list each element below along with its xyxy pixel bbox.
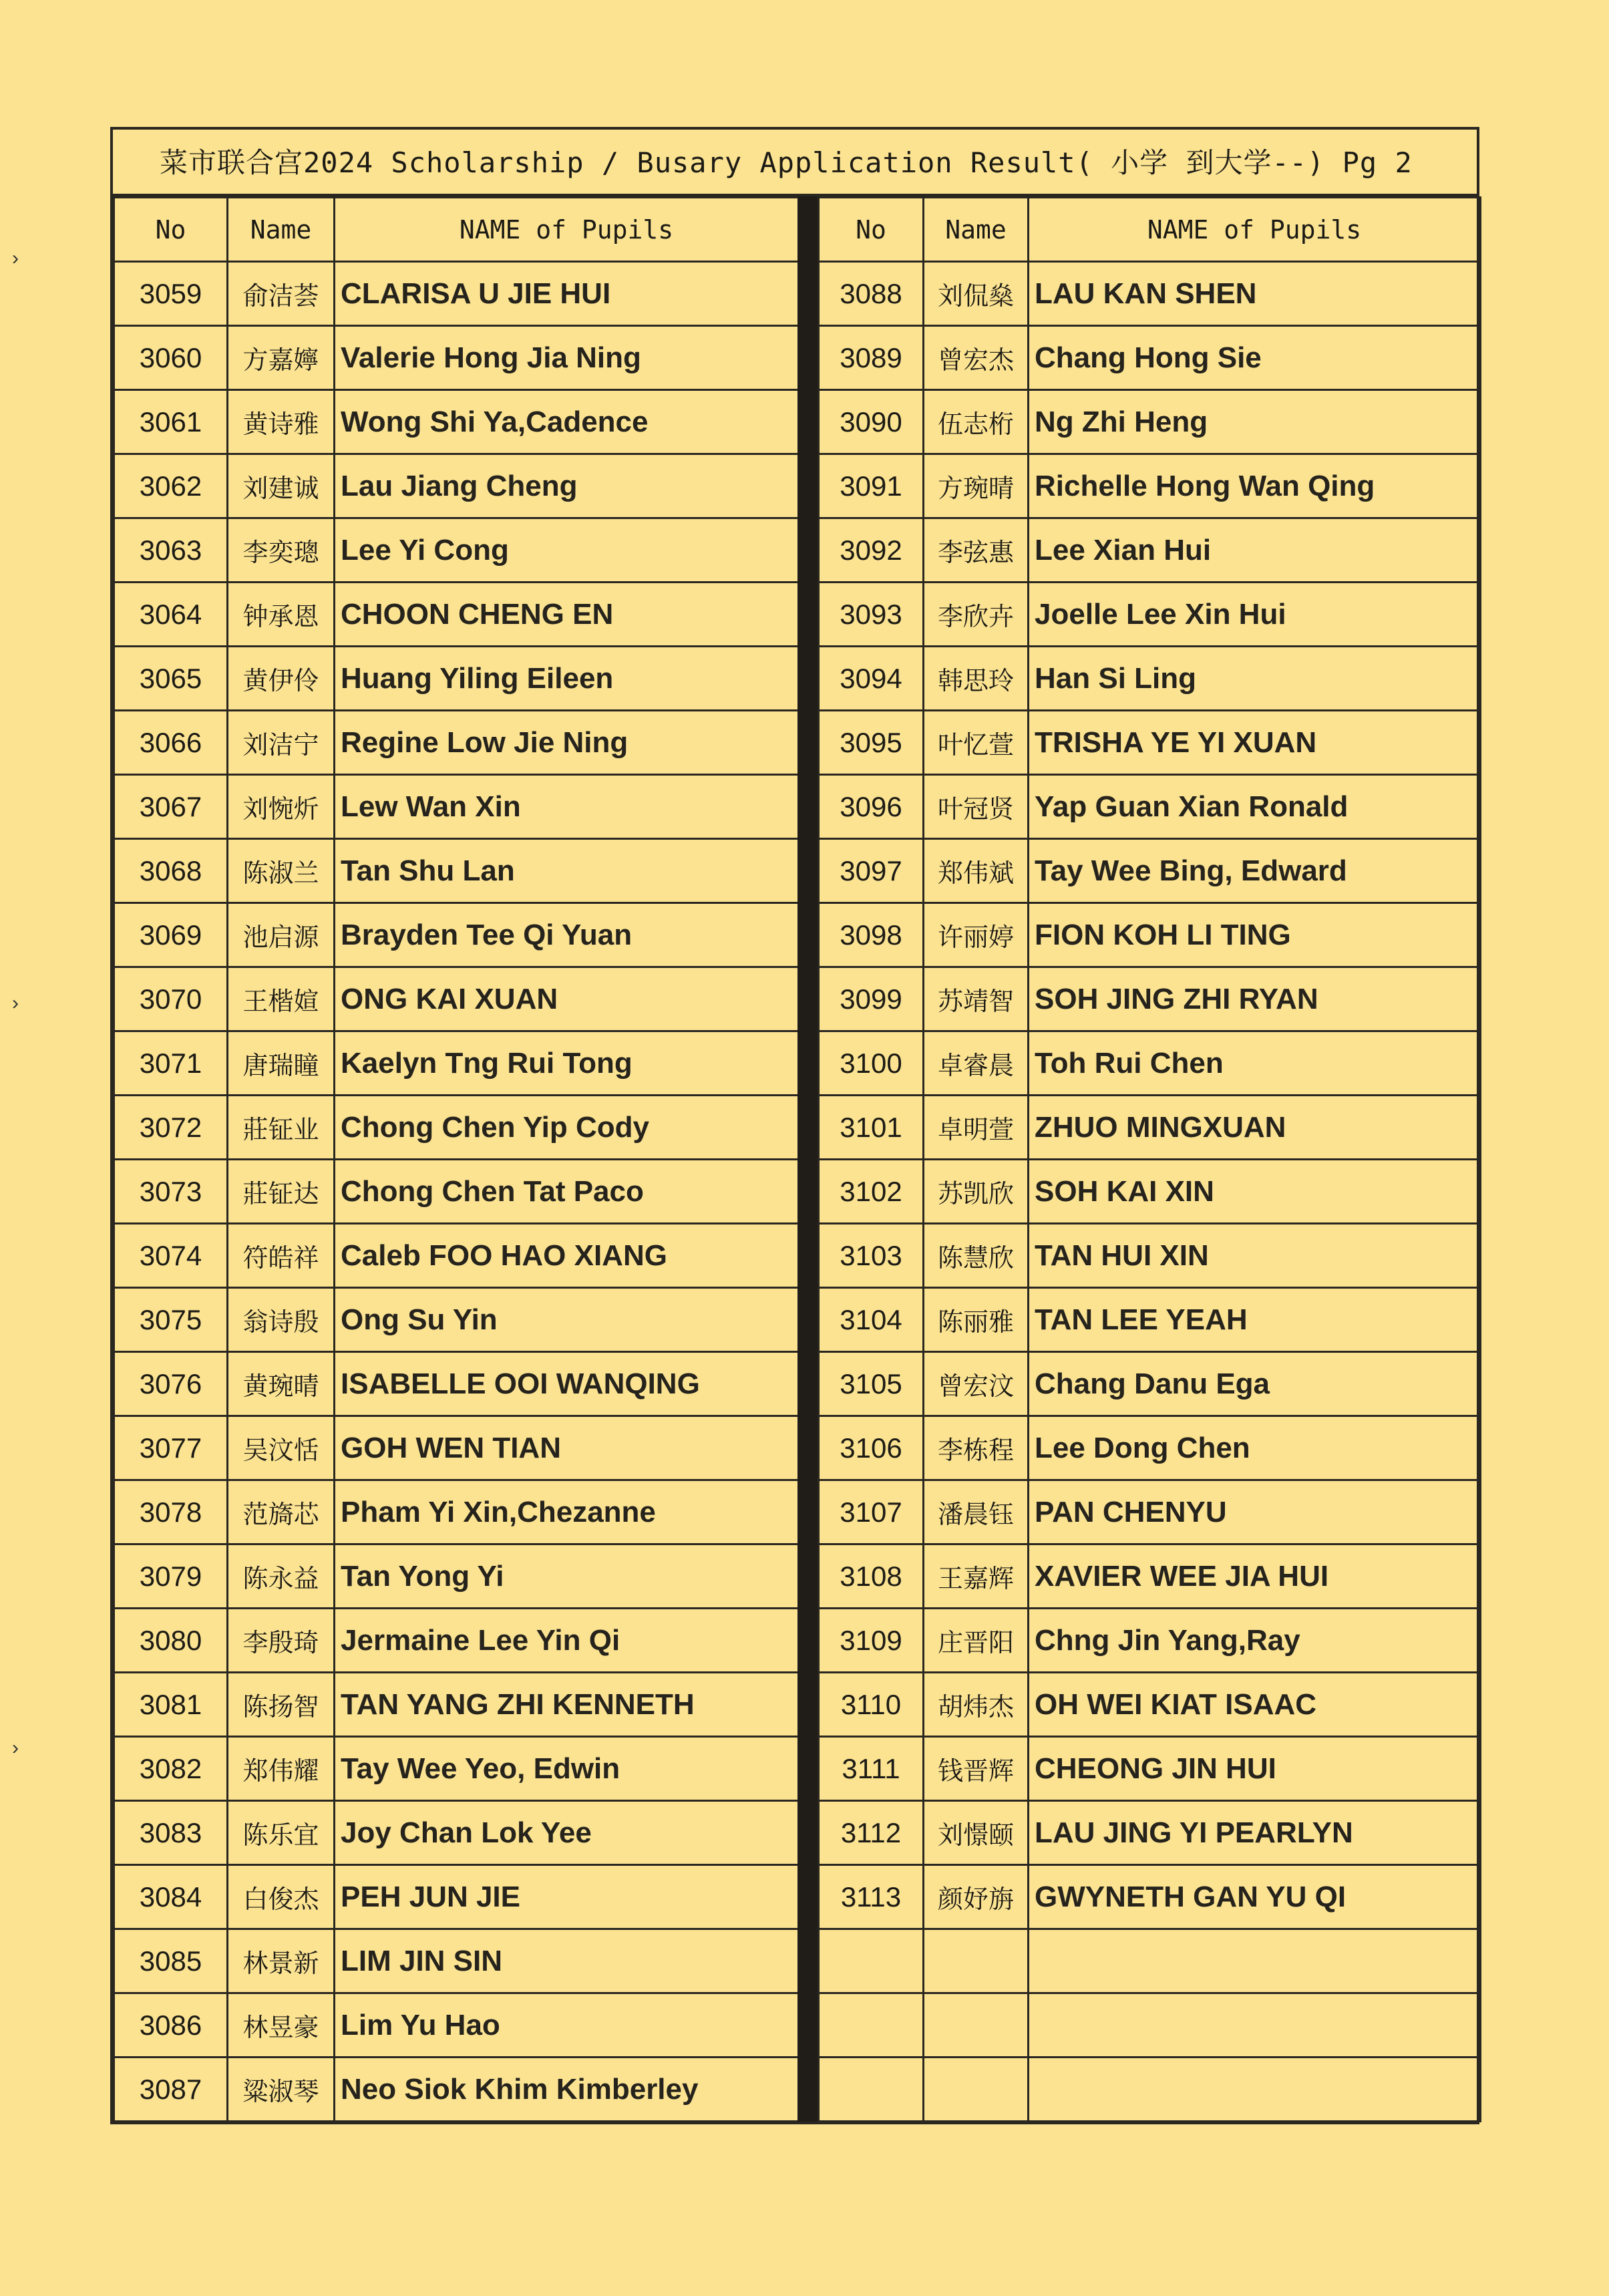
chinese-name (924, 1929, 1029, 1993)
chinese-name: 胡炜杰 (924, 1673, 1029, 1737)
chinese-name: 莊钲达 (228, 1160, 335, 1224)
table-row (114, 1288, 799, 1352)
table-row (114, 1352, 799, 1416)
pupil-number (819, 2058, 924, 2122)
pupil-name: Richelle Hong Wan Qing (1029, 454, 1481, 518)
pupil-number (819, 1929, 924, 1993)
pupil-name: Chang Hong Sie (1029, 326, 1481, 390)
pupil-name: Toh Rui Chen (1029, 1031, 1481, 1096)
pupil-number: 3064 (114, 583, 228, 647)
table-row (819, 390, 1481, 454)
pupil-number: 3103 (819, 1224, 924, 1288)
table-row (114, 390, 799, 454)
pupil-number: 3094 (819, 647, 924, 711)
pupil-name: Huang Yiling Eileen (335, 647, 799, 711)
pupil-number: 3102 (819, 1160, 924, 1224)
pupil-number: 3078 (114, 1480, 228, 1544)
chinese-name: 潘晨钰 (924, 1480, 1029, 1544)
pupil-number: 3065 (114, 647, 228, 711)
pupil-number: 3099 (819, 967, 924, 1031)
pupil-number: 3089 (819, 326, 924, 390)
table-row (114, 967, 799, 1031)
table-row (114, 1737, 799, 1801)
table-row (114, 2058, 799, 2122)
chinese-name: 刘建诚 (228, 454, 335, 518)
margin-mark: › (12, 247, 19, 269)
pupil-number: 3082 (114, 1737, 228, 1801)
pupil-name: ISABELLE OOI WANQING (335, 1352, 799, 1416)
pupil-number: 3093 (819, 583, 924, 647)
table-row (819, 1673, 1481, 1737)
table-row (819, 1609, 1481, 1673)
table-row (819, 1929, 1481, 1993)
chinese-name: 李殷琦 (228, 1609, 335, 1673)
table-row (819, 647, 1481, 711)
pupil-number: 3071 (114, 1031, 228, 1096)
table-row (114, 775, 799, 839)
pupil-number: 3070 (114, 967, 228, 1031)
pupil-name: Chong Chen Yip Cody (335, 1096, 799, 1160)
table-row (819, 1801, 1481, 1865)
chinese-name: 王楷媗 (228, 967, 335, 1031)
pupil-name: Regine Low Jie Ning (335, 711, 799, 775)
pupil-number: 3081 (114, 1673, 228, 1737)
pupil-name: Tay Wee Bing, Edward (1029, 839, 1481, 903)
pupil-number: 3086 (114, 1993, 228, 2058)
table-row (114, 1609, 799, 1673)
chinese-name (924, 2058, 1029, 2122)
pupil-number: 3074 (114, 1224, 228, 1288)
table-row (819, 839, 1481, 903)
chinese-name: 白俊杰 (228, 1865, 335, 1929)
chinese-name: 刘惋炘 (228, 775, 335, 839)
table-row (114, 1929, 799, 1993)
pupil-name: Tay Wee Yeo, Edwin (335, 1737, 799, 1801)
pupil-number: 3113 (819, 1865, 924, 1929)
pupil-number: 3080 (114, 1609, 228, 1673)
table-row (114, 454, 799, 518)
pupil-number: 3072 (114, 1096, 228, 1160)
chinese-name: 苏凯欣 (924, 1160, 1029, 1224)
pupil-name: Chang Danu Ega (1029, 1352, 1481, 1416)
pupil-number: 3097 (819, 839, 924, 903)
table-row (114, 262, 799, 326)
pupil-number: 3091 (819, 454, 924, 518)
pupil-name: SOH KAI XIN (1029, 1160, 1481, 1224)
col-header-pupil-name: NAME of Pupils (1029, 198, 1481, 262)
chinese-name: 韩思玲 (924, 647, 1029, 711)
pupil-number: 3079 (114, 1544, 228, 1609)
pupil-name: CHEONG JIN HUI (1029, 1737, 1481, 1801)
pupil-number (819, 1993, 924, 2058)
chinese-name: 范旖芯 (228, 1480, 335, 1544)
pupil-number: 3077 (114, 1416, 228, 1480)
pupil-name: Ong Su Yin (335, 1288, 799, 1352)
header-row (819, 198, 1481, 262)
pupil-number: 3095 (819, 711, 924, 775)
pupil-number: 3085 (114, 1929, 228, 1993)
pupil-name: Brayden Tee Qi Yuan (335, 903, 799, 967)
pupil-name: Yap Guan Xian Ronald (1029, 775, 1481, 839)
table-row (819, 1160, 1481, 1224)
chinese-name: 许丽婷 (924, 903, 1029, 967)
chinese-name: 陈永益 (228, 1544, 335, 1609)
table-row (819, 518, 1481, 583)
pupil-name: OH WEI KIAT ISAAC (1029, 1673, 1481, 1737)
pupil-name: Chong Chen Tat Paco (335, 1160, 799, 1224)
chinese-name: 颜妤旃 (924, 1865, 1029, 1929)
chinese-name: 翁诗殷 (228, 1288, 335, 1352)
col-header-name: Name (924, 198, 1029, 262)
pupil-name: Pham Yi Xin,Chezanne (335, 1480, 799, 1544)
table-row (114, 326, 799, 390)
table-row (819, 1352, 1481, 1416)
pupil-number: 3090 (819, 390, 924, 454)
col-header-pupil-name: NAME of Pupils (335, 198, 799, 262)
pupil-number: 3076 (114, 1352, 228, 1416)
pupil-name: Chng Jin Yang,Ray (1029, 1609, 1481, 1673)
chinese-name: 苏靖智 (924, 967, 1029, 1031)
col-header-no: No (114, 198, 228, 262)
pupil-name: TAN HUI XIN (1029, 1224, 1481, 1288)
pupil-name: LIM JIN SIN (335, 1929, 799, 1993)
pupil-number: 3069 (114, 903, 228, 967)
table-row (819, 967, 1481, 1031)
pupil-name: Caleb FOO HAO XIANG (335, 1224, 799, 1288)
chinese-name: 符皓祥 (228, 1224, 335, 1288)
pupil-name: Lee Yi Cong (335, 518, 799, 583)
pupil-name: Tan Yong Yi (335, 1544, 799, 1609)
pupil-name: Neo Siok Khim Kimberley (335, 2058, 799, 2122)
pupil-number: 3111 (819, 1737, 924, 1801)
table-row (819, 1993, 1481, 2058)
table-row (819, 1544, 1481, 1609)
pupil-name (1029, 1993, 1481, 2058)
table-row (819, 262, 1481, 326)
col-header-name: Name (228, 198, 335, 262)
table-row (114, 1544, 799, 1609)
pupil-name (1029, 2058, 1481, 2122)
right-table-body (819, 262, 1481, 2122)
pupil-name: Joy Chan Lok Yee (335, 1801, 799, 1865)
pupil-name: Lau Jiang Cheng (335, 454, 799, 518)
table-row (819, 1416, 1481, 1480)
pupil-name (1029, 1929, 1481, 1993)
table-row (114, 1801, 799, 1865)
pupil-number: 3108 (819, 1544, 924, 1609)
table-row (819, 1031, 1481, 1096)
pupil-number: 3109 (819, 1609, 924, 1673)
pupil-number: 3066 (114, 711, 228, 775)
pupil-number: 3098 (819, 903, 924, 967)
chinese-name: 庄晋阳 (924, 1609, 1029, 1673)
table-row (114, 839, 799, 903)
chinese-name: 卓明萱 (924, 1096, 1029, 1160)
table-row (114, 1480, 799, 1544)
pupil-name: LAU JING YI PEARLYN (1029, 1801, 1481, 1865)
pupil-name: ONG KAI XUAN (335, 967, 799, 1031)
pupil-name: CHOON CHENG EN (335, 583, 799, 647)
pupil-number: 3104 (819, 1288, 924, 1352)
results-sheet (110, 127, 1479, 2124)
chinese-name: 池启源 (228, 903, 335, 967)
table-row (114, 518, 799, 583)
pupil-number: 3096 (819, 775, 924, 839)
pupil-name: SOH JING ZHI RYAN (1029, 967, 1481, 1031)
chinese-name: 叶冠贤 (924, 775, 1029, 839)
table-row (114, 1160, 799, 1224)
pupil-number: 3106 (819, 1416, 924, 1480)
pupil-number: 3105 (819, 1352, 924, 1416)
table-row (819, 775, 1481, 839)
pupil-name: Wong Shi Ya,Cadence (335, 390, 799, 454)
pupil-name: TAN YANG ZHI KENNETH (335, 1673, 799, 1737)
left-table-panel (113, 196, 797, 2122)
table-row (819, 1737, 1481, 1801)
table-row (819, 583, 1481, 647)
col-header-no: No (819, 198, 924, 262)
pupil-name: Ng Zhi Heng (1029, 390, 1481, 454)
pupil-number: 3087 (114, 2058, 228, 2122)
pupil-number: 3107 (819, 1480, 924, 1544)
table-row (819, 1865, 1481, 1929)
pupil-number: 3060 (114, 326, 228, 390)
chinese-name: 郑伟耀 (228, 1737, 335, 1801)
chinese-name: 郑伟斌 (924, 839, 1029, 903)
pupil-number: 3067 (114, 775, 228, 839)
pupil-name: TRISHA YE YI XUAN (1029, 711, 1481, 775)
table-row (819, 454, 1481, 518)
table-row (114, 1416, 799, 1480)
chinese-name: 曾宏汶 (924, 1352, 1029, 1416)
chinese-name: 王嘉辉 (924, 1544, 1029, 1609)
chinese-name: 李奕璁 (228, 518, 335, 583)
pupil-name: CLARISA U JIE HUI (335, 262, 799, 326)
chinese-name: 卓睿晨 (924, 1031, 1029, 1096)
pupil-name: Lew Wan Xin (335, 775, 799, 839)
table-row (819, 1480, 1481, 1544)
chinese-name: 李栋程 (924, 1416, 1029, 1480)
left-table-body (114, 262, 799, 2122)
chinese-name: 林景新 (228, 1929, 335, 1993)
chinese-name: 陈慧欣 (924, 1224, 1029, 1288)
chinese-name: 李欣卉 (924, 583, 1029, 647)
pupil-number: 3084 (114, 1865, 228, 1929)
margin-mark: › (12, 1737, 19, 1759)
pupil-number: 3100 (819, 1031, 924, 1096)
table-row (114, 583, 799, 647)
pupil-number: 3073 (114, 1160, 228, 1224)
pupil-name: Lee Dong Chen (1029, 1416, 1481, 1480)
pupil-name: LAU KAN SHEN (1029, 262, 1481, 326)
pupil-name: Jermaine Lee Yin Qi (335, 1609, 799, 1673)
header-row (114, 198, 799, 262)
chinese-name: 莊钲业 (228, 1096, 335, 1160)
table-row (114, 1031, 799, 1096)
chinese-name: 伍志桁 (924, 390, 1029, 454)
chinese-name: 钱晋辉 (924, 1737, 1029, 1801)
chinese-name: 钟承恩 (228, 583, 335, 647)
pupil-number: 3112 (819, 1801, 924, 1865)
pupil-number: 3075 (114, 1288, 228, 1352)
pupil-number: 3083 (114, 1801, 228, 1865)
table-row (819, 1096, 1481, 1160)
table-row (819, 326, 1481, 390)
chinese-name: 粱淑琴 (228, 2058, 335, 2122)
chinese-name: 陈扬智 (228, 1673, 335, 1737)
table-row (114, 1096, 799, 1160)
pupil-name: ZHUO MINGXUAN (1029, 1096, 1481, 1160)
pupil-number: 3062 (114, 454, 228, 518)
table-row (114, 1865, 799, 1929)
table-row (819, 903, 1481, 967)
pupil-name: Lee Xian Hui (1029, 518, 1481, 583)
pupil-name: PEH JUN JIE (335, 1865, 799, 1929)
chinese-name: 李弦惠 (924, 518, 1029, 583)
chinese-name: 方琬晴 (924, 454, 1029, 518)
pupil-number: 3061 (114, 390, 228, 454)
pupil-name: GOH WEN TIAN (335, 1416, 799, 1480)
table-row (819, 1288, 1481, 1352)
pupil-number: 3068 (114, 839, 228, 903)
column-divider (797, 196, 818, 2122)
table-row (819, 1224, 1481, 1288)
chinese-name: 陈乐宜 (228, 1801, 335, 1865)
chinese-name: 黄琬晴 (228, 1352, 335, 1416)
pupil-name: Lim Yu Hao (335, 1993, 799, 2058)
table-row (114, 1224, 799, 1288)
page-title: 菜市联合宫2024 Scholarship / Busary Application Result( 小学 到大学--) Pg 2 (113, 130, 1477, 196)
table-row (114, 1993, 799, 2058)
chinese-name (924, 1993, 1029, 2058)
table-row (114, 711, 799, 775)
pupil-number: 3110 (819, 1673, 924, 1737)
chinese-name: 陈淑兰 (228, 839, 335, 903)
chinese-name: 刘憬颐 (924, 1801, 1029, 1865)
chinese-name: 陈丽雅 (924, 1288, 1029, 1352)
right-table-panel (818, 196, 1479, 2122)
table-row (114, 1673, 799, 1737)
results-table-left (113, 196, 799, 2122)
chinese-name: 叶忆萱 (924, 711, 1029, 775)
table-row (819, 711, 1481, 775)
pupil-number: 3092 (819, 518, 924, 583)
results-table-right (818, 196, 1481, 2122)
pupil-number: 3063 (114, 518, 228, 583)
chinese-name: 黄诗雅 (228, 390, 335, 454)
pupil-name: Tan Shu Lan (335, 839, 799, 903)
pupil-name: FION KOH LI TING (1029, 903, 1481, 967)
pupil-name: GWYNETH GAN YU QI (1029, 1865, 1481, 1929)
table-row (819, 2058, 1481, 2122)
chinese-name: 唐瑞瞳 (228, 1031, 335, 1096)
chinese-name: 曾宏杰 (924, 326, 1029, 390)
pupil-number: 3101 (819, 1096, 924, 1160)
chinese-name: 刘洁宁 (228, 711, 335, 775)
pupil-name: TAN LEE YEAH (1029, 1288, 1481, 1352)
chinese-name: 黄伊伶 (228, 647, 335, 711)
pupil-name: Joelle Lee Xin Hui (1029, 583, 1481, 647)
chinese-name: 方嘉嬣 (228, 326, 335, 390)
chinese-name: 吴汶恬 (228, 1416, 335, 1480)
pupil-name: Valerie Hong Jia Ning (335, 326, 799, 390)
pupil-number: 3059 (114, 262, 228, 326)
pupil-name: Kaelyn Tng Rui Tong (335, 1031, 799, 1096)
table-row (114, 647, 799, 711)
table-row (114, 903, 799, 967)
margin-mark: › (12, 992, 19, 1014)
chinese-name: 刘侃燊 (924, 262, 1029, 326)
chinese-name: 俞洁荟 (228, 262, 335, 326)
pupil-name: Han Si Ling (1029, 647, 1481, 711)
chinese-name: 林昱豪 (228, 1993, 335, 2058)
pupil-name: PAN CHENYU (1029, 1480, 1481, 1544)
pupil-name: XAVIER WEE JIA HUI (1029, 1544, 1481, 1609)
pupil-number: 3088 (819, 262, 924, 326)
